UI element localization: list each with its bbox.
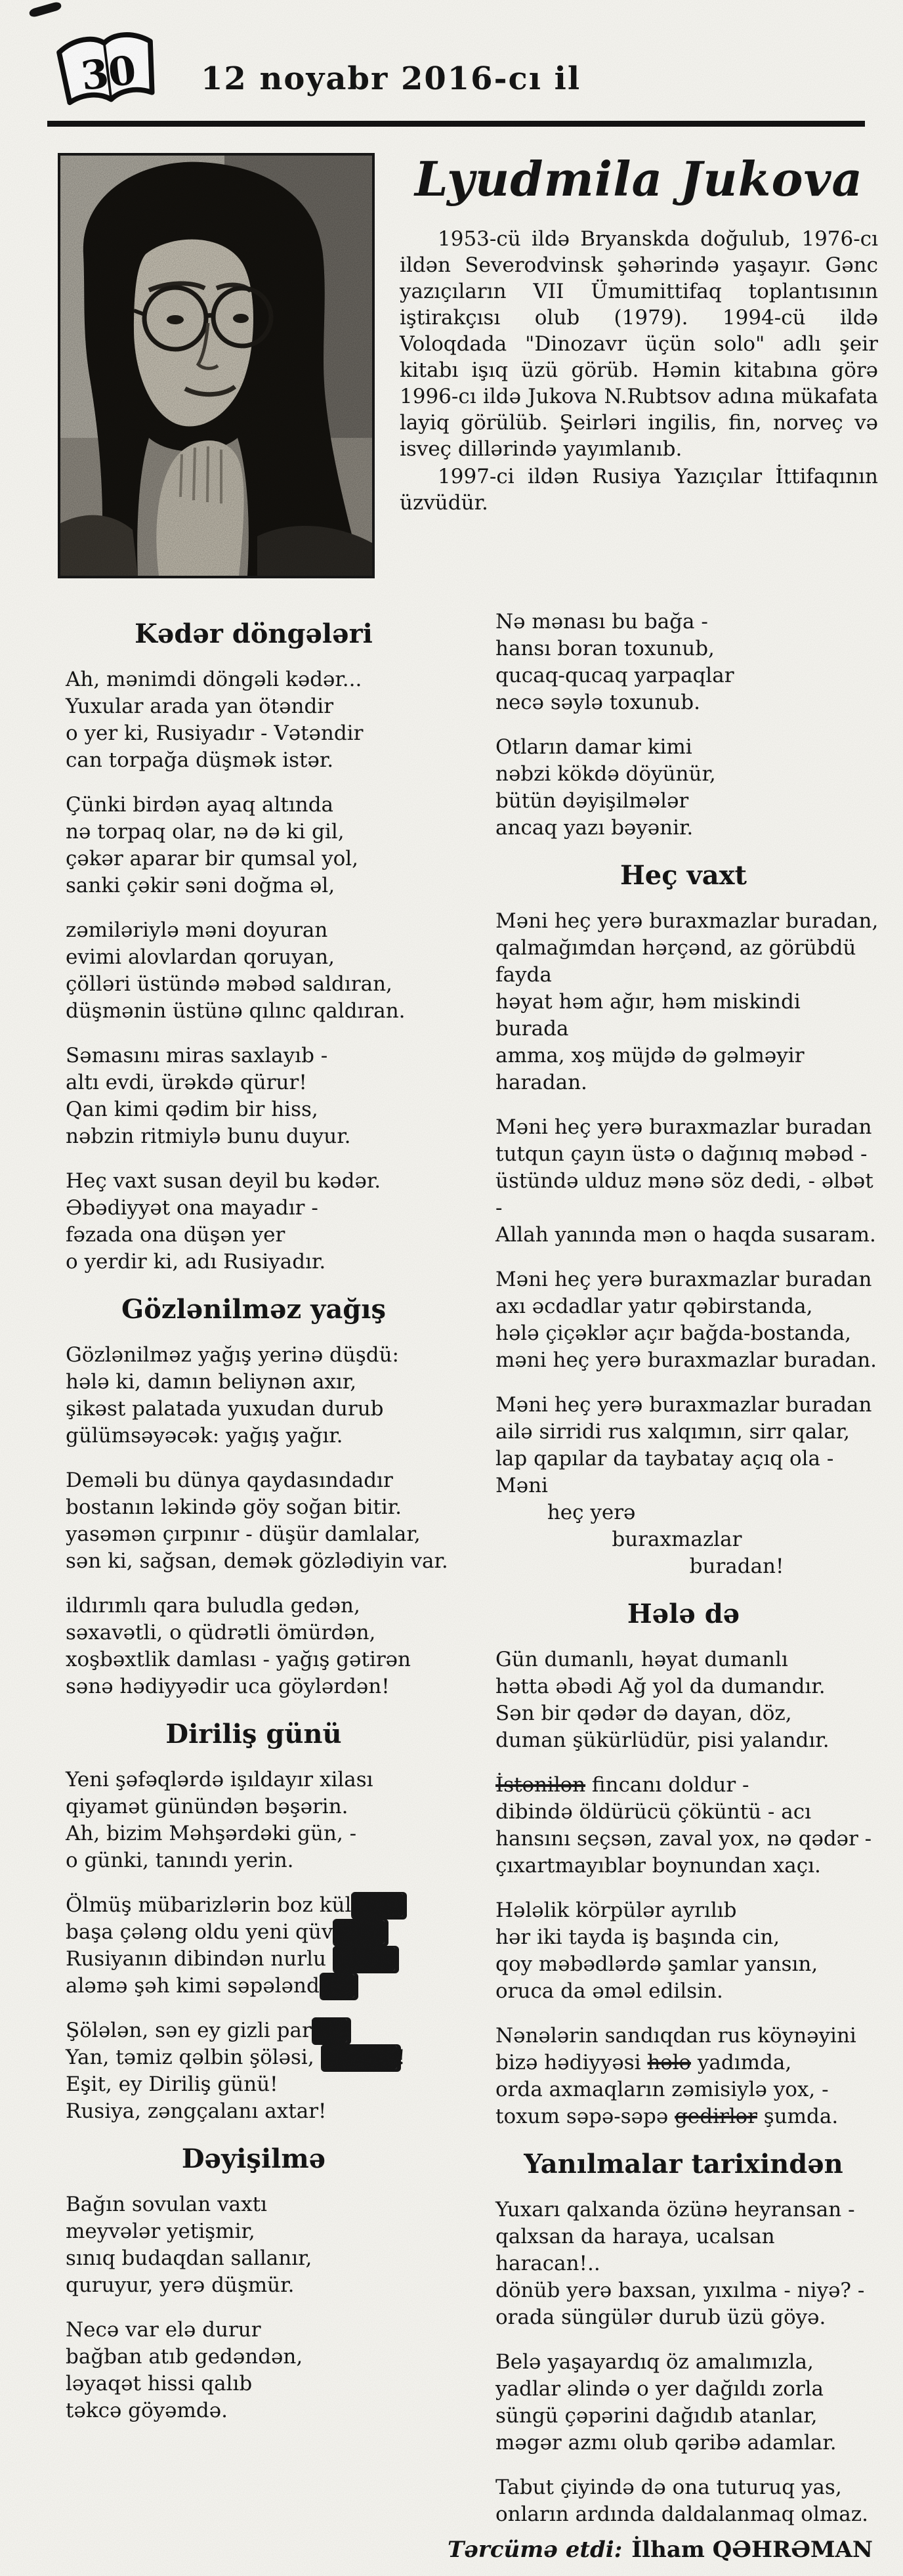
poem-line: Məni: [495, 1474, 548, 1497]
poem-line: üstündə ulduz mənə söz dedi, - əlbət -: [495, 1169, 880, 1220]
pen-blot: ündə: [351, 1893, 403, 1917]
pen-strike: İstənilən: [495, 1773, 586, 1797]
poem-line: Necə var elə durur: [66, 2318, 261, 2342]
poem-line: qalmağımdan hərçənd, az görübdü fayda: [495, 936, 863, 987]
stanza: [488, 1646, 879, 1754]
poem-line: dibində öldürücü çöküntü - acı: [495, 1800, 811, 1824]
stanza: [488, 1114, 879, 1249]
poem-line: ailə sirridi rus xalqımın, sirr qalar,: [495, 1420, 850, 1444]
stanza: [58, 917, 450, 1025]
stanza: [58, 1467, 450, 1575]
poem-line: Məni heç yerə buraxmazlar buradan: [495, 1393, 872, 1417]
poem-line: hansını seçsən, zaval yox, nə qədər -: [495, 1827, 872, 1851]
poem-line: Tabut çiyində də ona tuturuq yas,: [495, 2476, 842, 2499]
poem-line: həyat həm ağır, həm miskindi burada: [495, 990, 807, 1041]
poem-line: oruca da əməl edilsin.: [495, 1979, 723, 2003]
stanza: [58, 1168, 450, 1276]
poem-line: necə səylə toxunub.: [495, 691, 700, 714]
poem-line: səxavətli, o qüdrətli ömürdən,: [66, 1621, 376, 1644]
poem-line: zəmiləriylə məni doyuran: [66, 918, 328, 942]
poem-title: Kədər döngələri: [135, 618, 373, 649]
poem-line: Allah yanında mən o haqda susaram.: [495, 1223, 876, 1247]
poem-line: Heç vaxt susan deyil bu kədər.: [66, 1169, 381, 1193]
pen-blot: qalxıb: [332, 1947, 396, 1971]
poem-line: lap qapılar da taybatay açıq ola -: [495, 1447, 834, 1470]
stanza: [58, 2017, 450, 2125]
poem-title: Hələ də: [627, 1599, 740, 1629]
poem-line: hələ çiçəklər açır bağda-bostanda,: [495, 1321, 852, 1345]
poem-line: ancaq yazı bəyənir.: [495, 816, 694, 840]
poem-line: Hələlik körpülər ayrılıb: [495, 1899, 737, 1922]
poem-line: qiyamət günündən bəşərin.: [66, 1795, 348, 1818]
article-head: [58, 153, 878, 516]
bio-paragraph-1: 1953-cü ildə Bryanskda doğulub, 1976-cı ildən Severodvinsk şəhərində yaşayır. Gənc yazıçıların VII Ümumittifaq toplantısının iştirakçısı olub (1979). 1994-cü ildə Voloqdada "Dinozavr üçün solo" adlı şeir kitabı işıq üzü görüb. Həmin kitabına görə 1996-cı ildə Jukova N.Rubtsov adına mükafata layiq görülüb. Şeirləri ingilis, fin, norveç və isveç dillərində yayımlanıb.: [400, 226, 878, 461]
poem-line: bağban atıb gedəndən,: [66, 2345, 303, 2369]
poem-line: Yan, təmiz qəlbin şöləsi, par-par!: [66, 2046, 406, 2069]
poems-left-column: [58, 601, 450, 2546]
poem-line: qucaq-qucaq yarpaqlar: [495, 664, 734, 687]
stanza: [488, 2197, 879, 2331]
poem-line: Ah, mənimdi döngəli kədər...: [66, 668, 362, 691]
stanza: [58, 1892, 450, 2000]
poem-line: Eşit, ey Diriliş günü!: [66, 2072, 278, 2096]
poem-line: düşmənin üstünə qılınc qaldıran.: [66, 999, 406, 1023]
poem-line: ləyaqət hissi qalıb: [66, 2372, 253, 2395]
poem-line: nəbzin ritmiylə bunu duyur.: [66, 1125, 351, 1148]
poem-line: sanki çəkir səni doğma əl,: [66, 874, 335, 897]
pen-strike: gedirlər: [675, 2105, 757, 2128]
pen-blot: ilər: [319, 1974, 354, 1998]
poem-title: Gözlənilməz yağış: [121, 1294, 386, 1325]
poem-line: altı evdi, ürəkdə qürur!: [66, 1071, 307, 1094]
poem-line: xoşbəxtlik damlası - yağış gətirən: [66, 1648, 411, 1671]
poem-title: Dəyişilmə: [181, 2143, 326, 2174]
poem-line: şikəst palatada yuxudan durub: [66, 1397, 384, 1421]
stanza: [58, 1767, 450, 1874]
poems-section: [58, 584, 879, 2546]
poem-line: Bağın sovulan vaxtı: [66, 2193, 267, 2216]
author-photo: [58, 153, 375, 578]
poem-line: Ölmüş mübarizlərin boz külündə: [66, 1893, 403, 1917]
poem-line: Nənələrin sandıqdan rus köynəyini: [495, 2024, 856, 2048]
poem-line: İstənilən fincanı doldur -: [495, 1773, 749, 1797]
poem-line: can torpağa düşmək istər.: [66, 748, 334, 772]
poem-line: Sən bir qədər də dayan, döz,: [495, 1702, 792, 1725]
stanza: [58, 666, 450, 774]
poem-line: o yer ki, Rusiyadır - Vətəndir: [66, 721, 364, 745]
poem-line: quruyur, yerə düşmür.: [66, 2273, 295, 2297]
poem-line: hansı boran toxunub,: [495, 637, 715, 660]
poem-line: Rusiya, zəngçalanı axtar!: [66, 2099, 327, 2123]
issue-number: 30: [78, 47, 139, 100]
poem-line: orda axmaqların zəmisiylə yox, -: [495, 2078, 829, 2101]
poem-line: heç yerə: [495, 1501, 636, 1524]
issue-date: 12 noyabr 2016-cı il: [201, 60, 581, 97]
poem-line: yadlar əlində o yer dağıldı zorla: [495, 2377, 824, 2401]
article-title: Lyudmila Jukova: [414, 151, 863, 207]
poem-line: nəbzi kökdə döyünür,: [495, 762, 716, 786]
poem-line: ildırımlı qara buludla gedən,: [66, 1594, 360, 1618]
poem-line: Belə yaşayardıq öz amalımızla,: [495, 2350, 814, 2374]
poem-line: bostanın ləkində göy soğan bitir.: [66, 1495, 402, 1519]
poem-line: bizə hədiyyəsi hələ yadımda,: [495, 2051, 792, 2074]
poem-line: süngü çəpərini dağıdıb atanlar,: [495, 2404, 818, 2428]
stanza: [488, 734, 879, 842]
stanza: [488, 2349, 879, 2457]
bio-paragraph-2: 1997-ci ildən Rusiya Yazıçılar İttifaqının üzvüdür.: [400, 464, 878, 515]
stanza: [58, 2191, 450, 2299]
poem-line: meyvələr yetişmir,: [66, 2220, 255, 2243]
poem-line: təkcə göyəmdə.: [66, 2399, 228, 2422]
pen-blot: vələr: [333, 1920, 385, 1944]
poem-line: yasəmən çırpınır - düşür damlalar,: [66, 1522, 421, 1546]
poem-line: Səmasını miras saxlayıb -: [66, 1044, 328, 1067]
page-header: [0, 0, 903, 116]
poem-line: çəkər aparar bir qumsal yol,: [66, 847, 359, 870]
poem-line: Ah, bizim Məhşərdəki gün, -: [66, 1822, 357, 1845]
poem-line: çölləri üstündə məbəd saldıran,: [66, 972, 392, 996]
poem-line: nə torpaq olar, nə də ki gil,: [66, 820, 345, 844]
poem-line: gülümsəyəcək: yağış yağır.: [66, 1424, 343, 1448]
poem-line: toxum səpə-səpə gedirlər şumda.: [495, 2105, 839, 2128]
poem-line: duman şükürlüdür, pisi yalandır.: [495, 1728, 830, 1752]
poem-line: Nə mənası bu bağa -: [495, 610, 708, 633]
poem-line: tutqun çayın üstə o dağınıq məbəd -: [495, 1142, 868, 1166]
poem-line: Çünki birdən ayaq altında: [66, 793, 334, 817]
poem-line: Otların damar kimi: [495, 735, 692, 759]
pen-strike: hələ: [647, 2051, 691, 2074]
stanza: [58, 792, 450, 899]
poem-line: aləmə şəh kimi səpələndilər: [66, 1974, 354, 1998]
poem-line: orada süngülər durub üzü göyə.: [495, 2306, 826, 2329]
poem-line: Gözlənilməz yağış yerinə düşdü:: [66, 1343, 399, 1367]
poem-line: məni heç yerə buraxmazlar buradan.: [495, 1348, 877, 1372]
stanza: [58, 1342, 450, 1449]
poem-line: bütün dəyişilmələr: [495, 789, 689, 813]
poem-line: çıxartmayıblar boynundan xaçı.: [495, 1854, 821, 1878]
poem-line: buradan!: [495, 1555, 784, 1578]
stanza: [488, 1392, 879, 1580]
poem-line: Məni heç yerə buraxmazlar buradan: [495, 1268, 872, 1291]
poem-line: onların ardında daldalanmaq olmaz.: [495, 2502, 868, 2526]
stanza: [488, 1772, 879, 1879]
pen-blot: ıltı!: [311, 2019, 348, 2042]
poem-title: Yanılmalar tarixindən: [524, 2149, 843, 2179]
poem-line: o yerdir ki, adı Rusiyadır.: [66, 1250, 326, 1274]
poem-line: Yeni şəfəqlərdə işıldayır xilası: [66, 1768, 373, 1792]
poem-line: Məni heç yerə buraxmazlar buradan: [495, 1115, 872, 1139]
poem-line: amma, xoş müjdə də gəlməyir haradan.: [495, 1044, 811, 1094]
poem-line: axı əcdadlar yatır qəbirstanda,: [495, 1295, 813, 1318]
stanza: [58, 2317, 450, 2424]
poem-line: evimi alovlardan qoruyan,: [66, 945, 335, 969]
poem-line: Yuxular arada yan ötəndir: [66, 695, 334, 718]
stanza: [488, 1266, 879, 1374]
poem-title: Diriliş günü: [165, 1719, 342, 1750]
poem-line: qoy məbədlərdə şamlar yansın,: [495, 1952, 818, 1976]
translator-label: Tərcümə etdi:: [447, 2537, 623, 2563]
open-book-icon: [49, 26, 167, 116]
stanza: [488, 1897, 879, 2005]
poem-line: hələ ki, damın beliynən axır,: [66, 1370, 357, 1394]
poem-line: Yuxarı qalxanda özünə heyransan -: [495, 2198, 855, 2222]
pen-blot: par-par: [320, 2046, 398, 2069]
stanza: [488, 2023, 879, 2130]
poem-line: Əbədiyyət ona mayadır -: [66, 1196, 318, 1220]
stanza: [488, 609, 879, 716]
poem-line: sınıq budaqdan sallanır,: [66, 2246, 312, 2270]
stanza: [58, 1042, 450, 1150]
poem-line: məgər azmı olub qəribə adamlar.: [495, 2431, 837, 2455]
poem-line: sənə hədiyyədir uca göylərdən!: [66, 1675, 390, 1698]
poem-line: Deməli bu dünya qaydasındadır: [66, 1469, 393, 1492]
poem-line: sən ki, sağsan, demək gözlədiyin var.: [66, 1549, 448, 1573]
poem-line: Rusiyanın dibindən nurlu qalxıb: [66, 1947, 396, 1971]
poem-line: buraxmazlar: [495, 1528, 742, 1551]
poem-line: fəzada ona düşən yer: [66, 1223, 285, 1247]
poem-line: qalxsan da haraya, ucalsan haracan!..: [495, 2225, 782, 2275]
poem-line: Gün dumanlı, həyat dumanlı: [495, 1648, 788, 1671]
poem-line: başa çələng oldu yeni qüvvələr: [66, 1920, 385, 1944]
poem-title: Heç vaxt: [620, 860, 747, 891]
stanza: [58, 1593, 450, 1700]
header-rule: [47, 121, 865, 127]
poem-line: hər iki tayda iş başında cin,: [495, 1925, 780, 1949]
poem-line: Məni heç yerə buraxmazlar buradan,: [495, 909, 879, 933]
translator-credit: [448, 2537, 873, 2563]
poem-line: Qan kimi qədim bir hiss,: [66, 1098, 318, 1121]
poem-line: hətta əbədi Ağ yol da dumandır.: [495, 1675, 826, 1698]
stanza: [488, 2474, 879, 2528]
poem-line: o günki, tanındı yerin.: [66, 1849, 294, 1872]
translator-name: İlham QƏHRƏMAN: [631, 2537, 873, 2563]
poem-line: dönüb yerə baxsan, yıxılma - niyə? -: [495, 2279, 865, 2302]
poem-line: Şölələn, sən ey gizli parıltı!: [66, 2019, 348, 2042]
poems-right-column: [488, 601, 879, 2546]
stanza: [488, 908, 879, 1096]
